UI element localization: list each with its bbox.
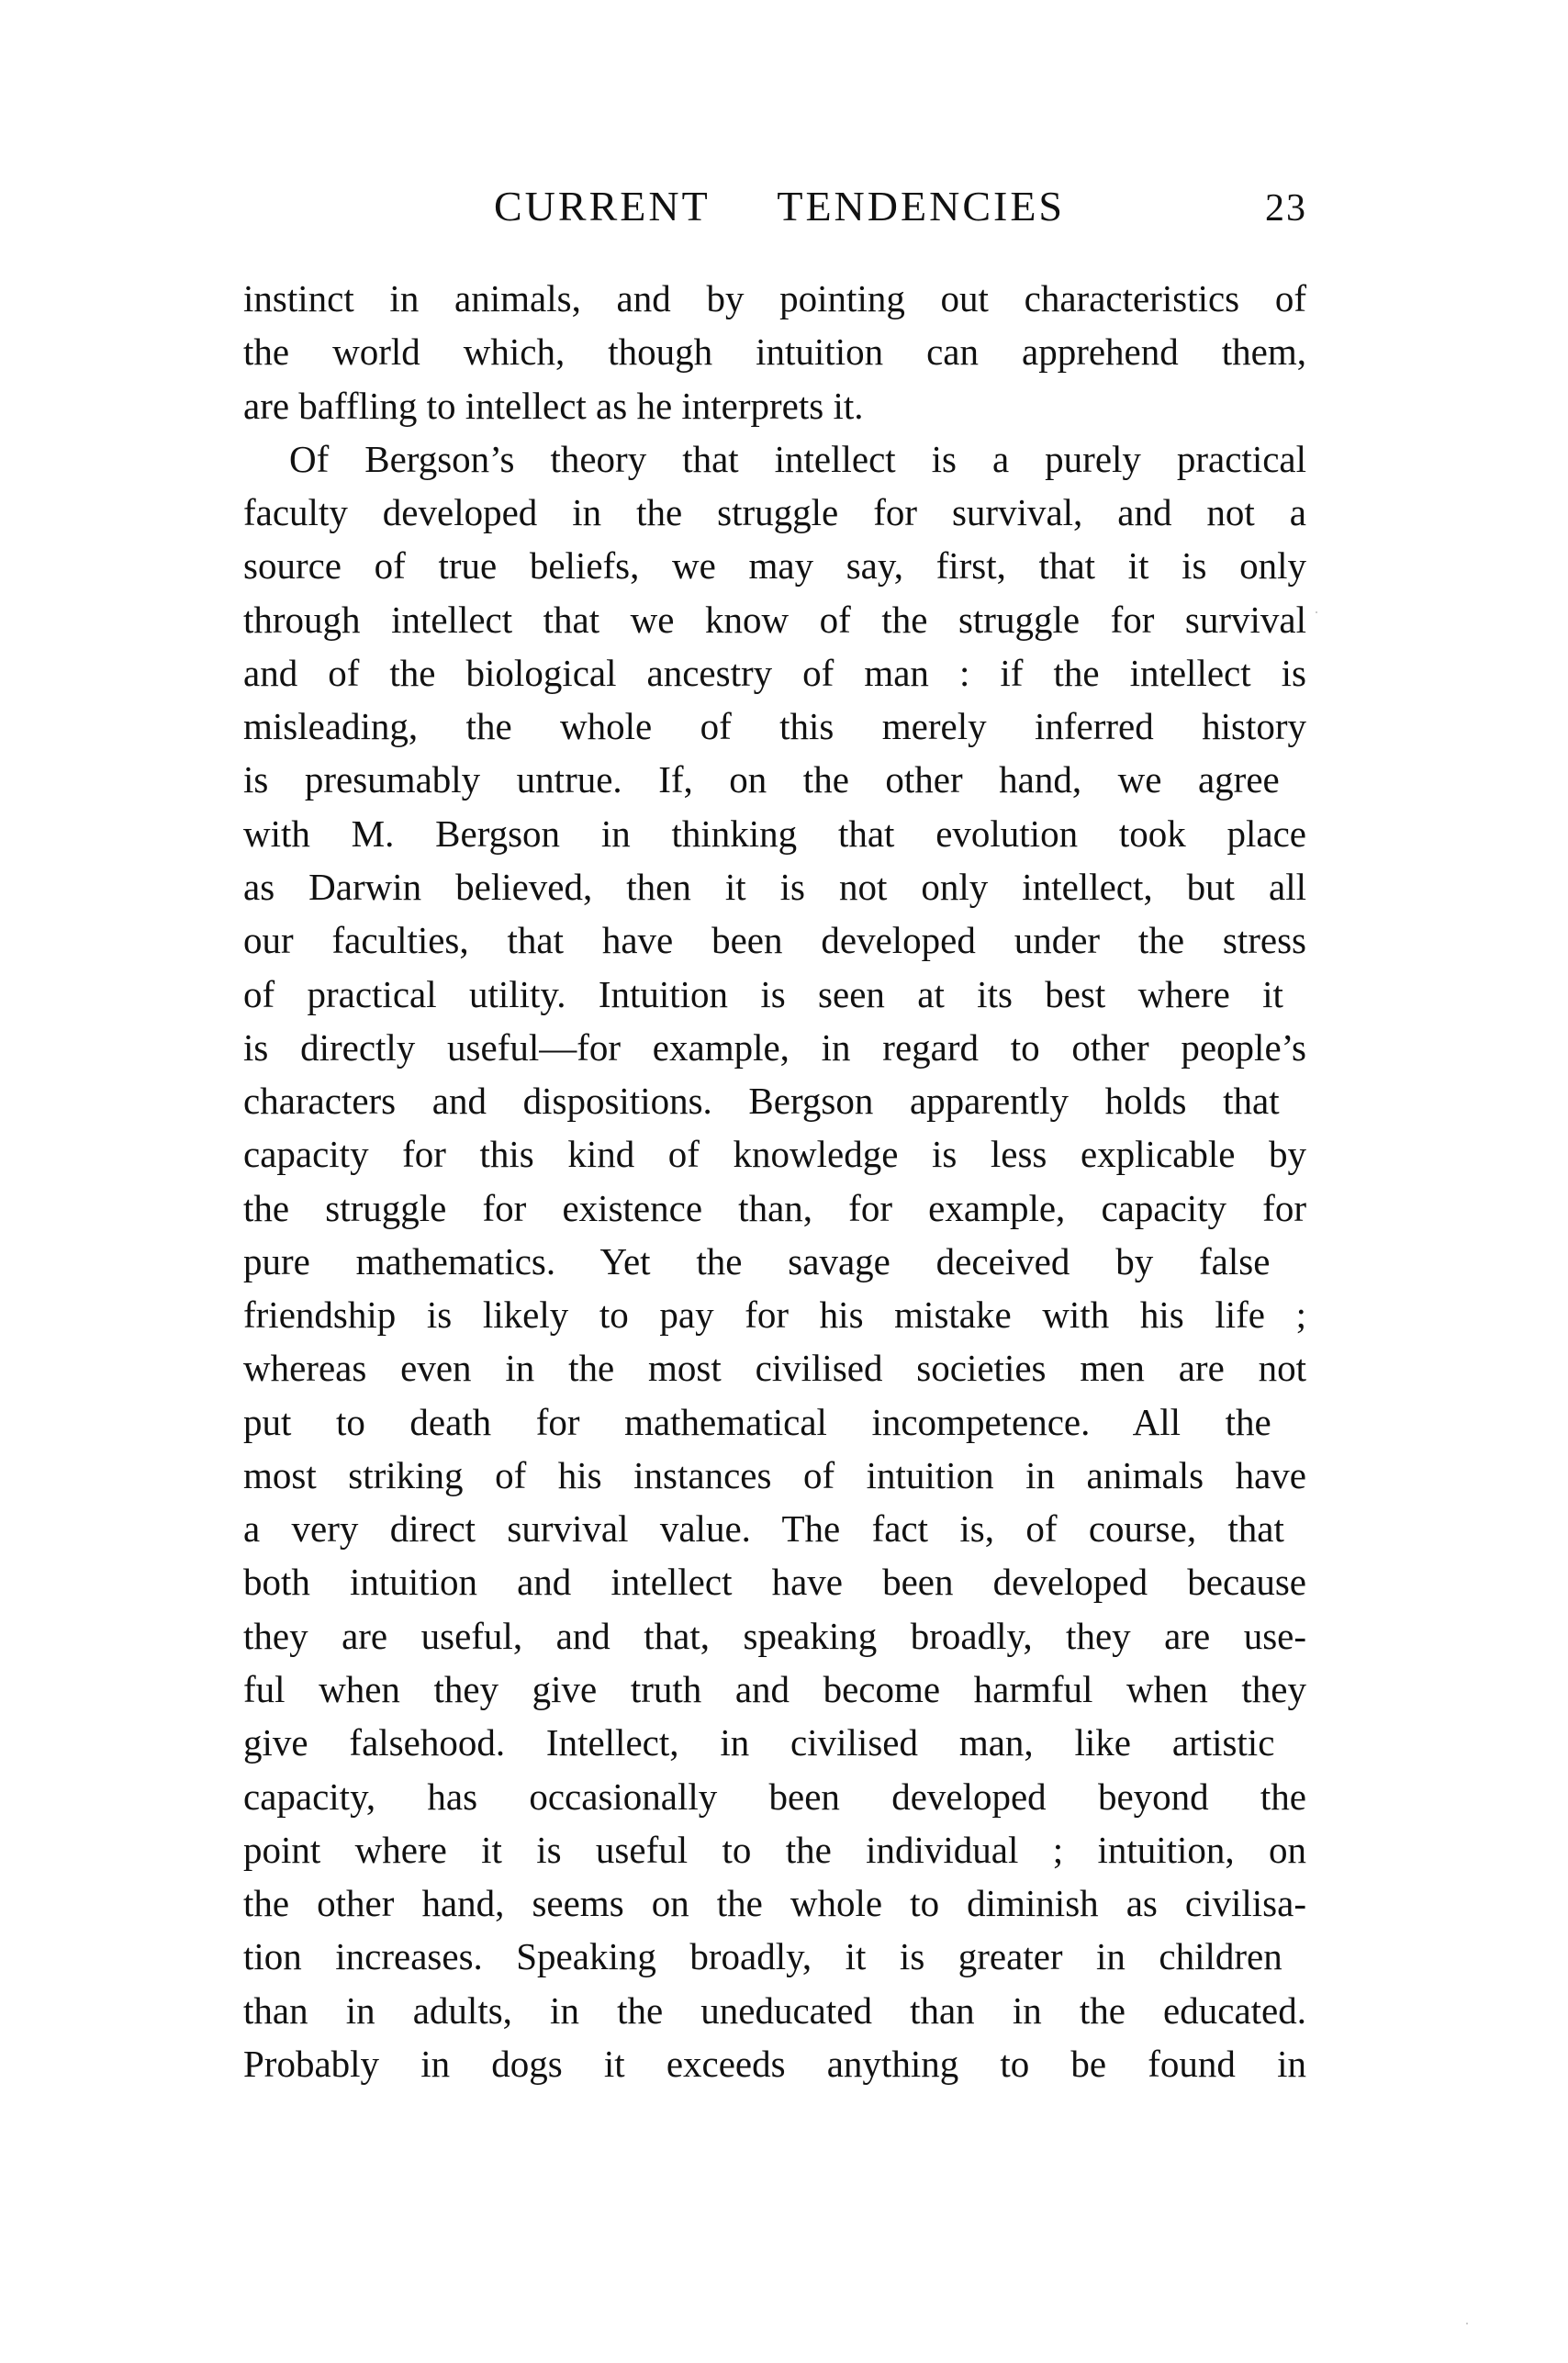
text-line: capacity for this kind of knowledge is less explicable by (243, 1133, 1306, 1176)
text-line: our faculties, that have been developed under the stress (243, 919, 1306, 962)
text-line: the world which, though intuition can apprehend them, (243, 330, 1306, 374)
scan-speck (1466, 2323, 1468, 2324)
text-line: put to death for mathematical incompetence. All the (243, 1400, 1271, 1443)
text-line: with M. Bergson in thinking that evolution took place (243, 812, 1306, 855)
text-line: characters and dispositions. Bergson apparently holds that (243, 1080, 1280, 1123)
text-line: pure mathematics. Yet the savage deceived by false (243, 1239, 1271, 1282)
text-line: whereas even in the most civilised societies men are not (243, 1347, 1306, 1390)
text-line: Probably in dogs it exceeds anything to be found in (243, 2042, 1306, 2085)
text-line: the other hand, seems on the whole to diminish as civilisa- (243, 1882, 1306, 1925)
text-line: give falsehood. Intellect, in civilised man, like artistic (243, 1721, 1275, 1764)
text-line: than in adults, in the uneducated than in the educated. (243, 1988, 1306, 2032)
text-line: Of Bergson’s theory that intellect is a purely practical (289, 437, 1306, 480)
scan-speck (1316, 611, 1317, 613)
text-line: misleading, the whole of this merely inferred history (243, 705, 1306, 748)
text-line: both intuition and intellect have been developed because (243, 1561, 1306, 1604)
text-line: is presumably untrue. If, on the other hand, we agree (243, 758, 1280, 801)
page-number: 23 (1265, 187, 1307, 230)
text-line: the struggle for existence than, for example, capacity for (243, 1186, 1306, 1229)
text-line: is directly useful—for example, in regard to other people’s (243, 1025, 1306, 1069)
text-line: instinct in animals, and by pointing out characteristics of (243, 277, 1306, 319)
text-line: they are useful, and that, speaking broadly, they are use- (243, 1614, 1306, 1657)
text-line: through intellect that we know of the struggle for survival (243, 598, 1306, 641)
text-line: are baffling to intellect as he interprets it. (243, 384, 864, 427)
text-line: faculty developed in the struggle for survival, and not a (243, 491, 1306, 534)
text-line: friendship is likely to pay for his mistake with his life ; (243, 1293, 1306, 1337)
text-line: capacity, has occasionally been developed beyond the (243, 1775, 1306, 1818)
text-line: most striking of his instances of intuition in animals have (243, 1453, 1306, 1496)
text-line: point where it is useful to the individual ; intuition, on (243, 1828, 1306, 1871)
text-line: ful when they give truth and become harmful when they (243, 1668, 1306, 1711)
text-line: as Darwin believed, then it is not only intellect, but all (243, 865, 1306, 908)
text-line: of practical utility. Intuition is seen at its best where it (243, 972, 1283, 1015)
text-line: tion increases. Speaking broadly, it is greater in children (243, 1935, 1282, 1978)
text-line: a very direct survival value. The fact is, of course, that (243, 1507, 1284, 1551)
text-line: source of true beliefs, we may say, first, that it is only (243, 544, 1306, 588)
running-head-title: CURRENT TENDENCIES (494, 183, 1065, 230)
text-line: and of the biological ancestry of man : if the intellect is (243, 651, 1306, 694)
